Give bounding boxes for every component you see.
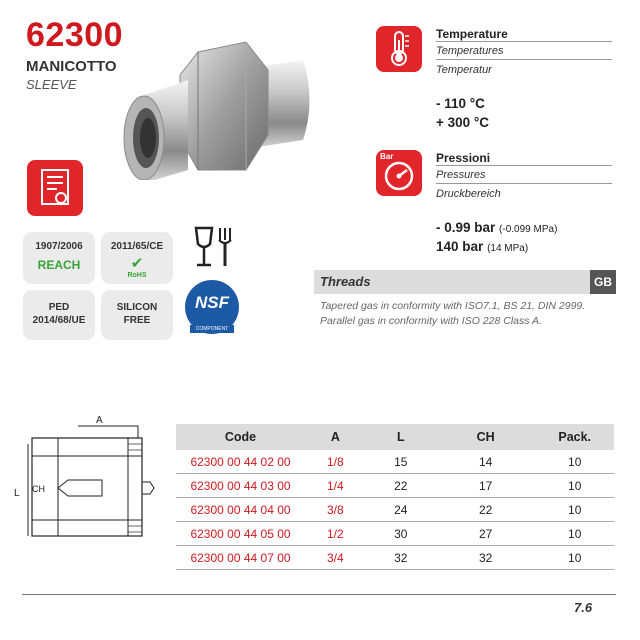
check-icon: ✔ xyxy=(130,255,144,272)
temperature-min: - 110 °C xyxy=(436,96,485,111)
ped-line2: 2014/68/UE xyxy=(32,315,86,326)
product-table xyxy=(176,424,614,570)
threads-title: Threads xyxy=(320,274,371,289)
threads-text xyxy=(320,299,612,329)
divider xyxy=(436,183,612,184)
temperature-sub2: Temperatur xyxy=(436,64,492,76)
datasheet-icon xyxy=(27,160,83,216)
col-pack: Pack. xyxy=(535,424,614,450)
cert-ped xyxy=(23,290,95,340)
pressure-min-mpa: (-0.099 MPa) xyxy=(499,224,558,235)
cert-rohs xyxy=(101,232,173,284)
cell-ch: 14 xyxy=(436,450,535,474)
threads-line2: Parallel gas in conformity with ISO 228 Class A. xyxy=(320,315,542,327)
pressure-max-mpa: (14 MPa) xyxy=(487,243,529,254)
product-name-it: MANICOTTO xyxy=(26,58,117,75)
cell-ch: 27 xyxy=(436,522,535,546)
cell-pack: 10 xyxy=(535,450,614,474)
rohs-label: RoHS xyxy=(127,272,147,279)
product-photo xyxy=(118,20,318,180)
cell-code: 62300 00 44 04 00 xyxy=(176,498,305,522)
col-code: Code xyxy=(176,424,305,450)
cell-l: 32 xyxy=(366,546,436,570)
cert-silicon-free xyxy=(101,290,173,340)
cell-code: 62300 00 44 03 00 xyxy=(176,474,305,498)
cell-pack: 10 xyxy=(535,498,614,522)
cell-code: 62300 00 44 02 00 xyxy=(176,450,305,474)
cell-pack: 10 xyxy=(535,474,614,498)
pressure-min xyxy=(436,220,557,235)
nsf-sub: COMPONENT xyxy=(190,325,234,333)
cell-a: 3/8 xyxy=(305,498,366,522)
bar-icon-label: Bar xyxy=(380,152,394,161)
language-badge: GB xyxy=(590,270,616,294)
pressure-label: Pressioni xyxy=(436,151,491,165)
cell-ch: 17 xyxy=(436,474,535,498)
reach-code: 1907/2006 xyxy=(35,241,83,252)
reach-label: REACH xyxy=(37,258,81,272)
cell-a: 1/8 xyxy=(305,450,366,474)
cell-ch: 32 xyxy=(436,546,535,570)
temperature-max: + 300 °C xyxy=(436,115,490,130)
rohs-code: 2011/65/CE xyxy=(110,241,164,252)
table-row xyxy=(176,546,614,570)
col-ch: CH xyxy=(436,424,535,450)
cell-a: 3/4 xyxy=(305,546,366,570)
cell-code: 62300 00 44 07 00 xyxy=(176,546,305,570)
product-code-title: 62300 xyxy=(26,16,124,54)
cell-l: 22 xyxy=(366,474,436,498)
dim-a-label: A xyxy=(96,415,103,426)
food-safe-icon xyxy=(188,224,236,272)
nsf-label: NSF xyxy=(195,293,229,312)
silicon-line2: FREE xyxy=(123,315,151,326)
table-header-row xyxy=(176,424,614,450)
threads-line1: Tapered gas in conformity with ISO7.1, BS 21, DIN 2999. xyxy=(320,300,586,312)
product-name-en: SLEEVE xyxy=(26,77,77,92)
cell-pack: 10 xyxy=(535,546,614,570)
pressure-sub2: Druckbereich xyxy=(436,188,501,200)
temperature-label: Temperature xyxy=(436,27,508,41)
divider xyxy=(436,165,612,166)
table-row xyxy=(176,450,614,474)
cell-a: 1/2 xyxy=(305,522,366,546)
table-row xyxy=(176,498,614,522)
pressure-min-value: - 0.99 bar xyxy=(436,220,496,235)
pressure-sub1: Pressures xyxy=(436,169,486,181)
cell-a: 1/4 xyxy=(305,474,366,498)
silicon-line1: SILICON xyxy=(116,302,158,313)
dim-l-label: L xyxy=(14,488,20,499)
cert-reach xyxy=(23,232,95,284)
cell-l: 24 xyxy=(366,498,436,522)
page-number: 7.6 xyxy=(574,600,593,615)
cell-pack: 10 xyxy=(535,522,614,546)
col-l: L xyxy=(366,424,436,450)
table-row xyxy=(176,474,614,498)
technical-drawing xyxy=(10,408,170,548)
pressure-max-value: 140 bar xyxy=(436,239,484,254)
divider xyxy=(436,59,612,60)
col-a: A xyxy=(305,424,366,450)
table-row xyxy=(176,522,614,546)
cell-ch: 22 xyxy=(436,498,535,522)
divider xyxy=(436,41,612,42)
ped-line1: PED xyxy=(48,302,70,313)
cell-l: 30 xyxy=(366,522,436,546)
footer-divider xyxy=(22,594,616,595)
cell-l: 15 xyxy=(366,450,436,474)
pressure-max xyxy=(436,239,528,254)
thermometer-icon xyxy=(376,26,422,72)
pressure-gauge-icon xyxy=(376,150,422,196)
cell-code: 62300 00 44 05 00 xyxy=(176,522,305,546)
temperature-sub1: Temperatures xyxy=(436,45,504,57)
dim-ch-label: CH xyxy=(32,484,45,494)
